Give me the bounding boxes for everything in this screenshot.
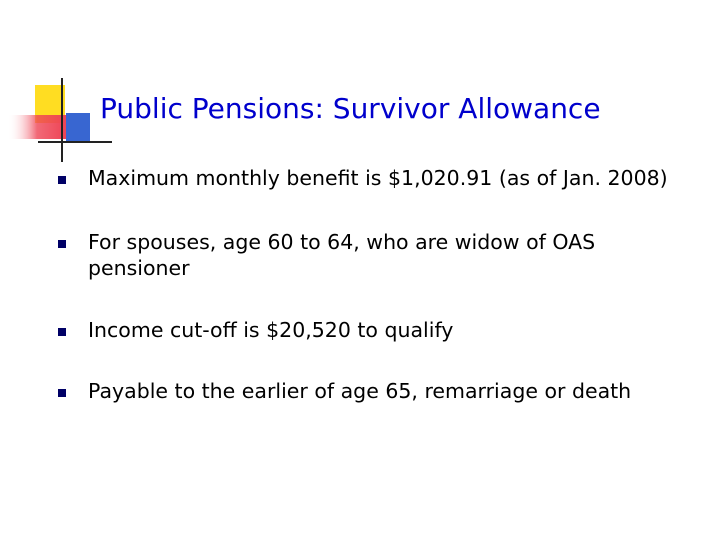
bullet-text: For spouses, age 60 to 64, who are widow of OAS pensioner xyxy=(88,230,596,280)
bullet-text: Payable to the earlier of age 65, remarriage or death xyxy=(88,379,632,403)
bullet-text: Maximum monthly benefit is $1,020.91 (as of Jan. 2008) xyxy=(88,166,668,190)
bullet-square-icon xyxy=(58,176,66,184)
decorative-logo-icon xyxy=(0,0,120,170)
bullet-square-icon xyxy=(58,240,66,248)
slide-title: Public Pensions: Survivor Allowance xyxy=(100,92,601,125)
bullet-text: Income cut-off is $20,520 to qualify xyxy=(88,318,454,342)
bullet-square-icon xyxy=(58,389,66,397)
bullet-square-icon xyxy=(58,328,66,336)
